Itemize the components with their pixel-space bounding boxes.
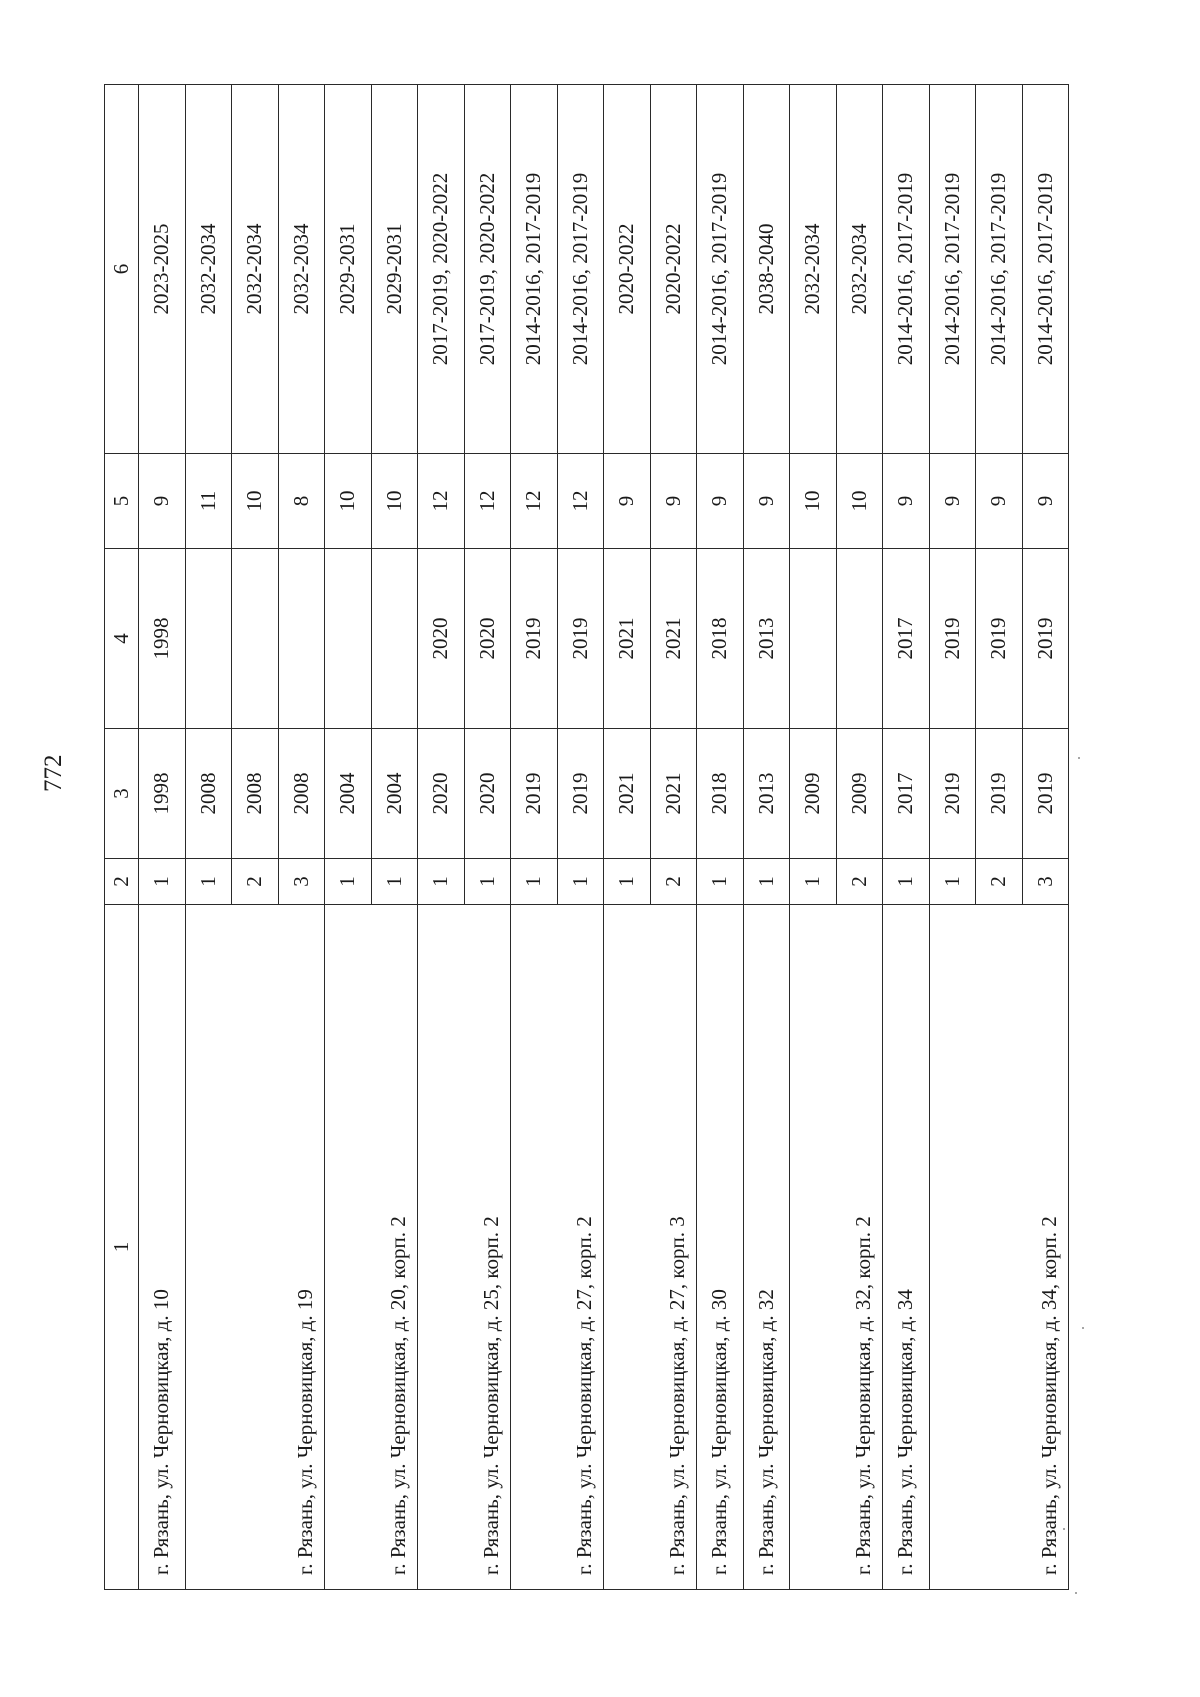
year-cell: 2018	[697, 549, 744, 729]
year-cell: 2019	[1022, 729, 1069, 859]
year-cell: 2021	[604, 549, 651, 729]
year-cell	[836, 549, 883, 729]
floors-cell: 11	[185, 454, 232, 549]
year-cell: 2017	[883, 549, 930, 729]
year-cell: 2008	[232, 729, 279, 859]
period-cell: 2014-2016, 2017-2019	[976, 85, 1023, 454]
period-cell: 2014-2016, 2017-2019	[557, 85, 604, 454]
year-cell: 1998	[139, 549, 186, 729]
entrance-cell: 3	[278, 859, 325, 905]
year-cell: 2004	[371, 729, 418, 859]
scan-speck	[1075, 1592, 1077, 1594]
year-cell	[278, 549, 325, 729]
year-cell: 2013	[743, 729, 790, 859]
floors-cell: 12	[418, 454, 465, 549]
address-cell: г. Рязань, ул. Черновицкая, д. 34	[883, 905, 930, 1590]
page-number: 772	[40, 754, 67, 792]
period-cell: 2017-2019, 2020-2022	[418, 85, 465, 454]
year-cell: 2020	[418, 729, 465, 859]
period-cell: 2014-2016, 2017-2019	[883, 85, 930, 454]
header-cell: 6	[105, 85, 139, 454]
period-cell: 2014-2016, 2017-2019	[511, 85, 558, 454]
year-cell: 2008	[185, 729, 232, 859]
year-cell: 2019	[976, 729, 1023, 859]
scan-speck	[1063, 1528, 1065, 1530]
period-cell: 2032-2034	[185, 85, 232, 454]
entrance-cell: 1	[883, 859, 930, 905]
period-cell: 2020-2022	[650, 85, 697, 454]
year-cell: 2019	[976, 549, 1023, 729]
floors-cell: 10	[836, 454, 883, 549]
year-cell: 2020	[464, 729, 511, 859]
address-cell: г. Рязань, ул. Черновицкая, д. 27, корп. 2	[511, 905, 604, 1590]
year-cell: 2009	[790, 729, 837, 859]
table-header-row	[105, 85, 139, 1590]
address-cell: г. Рязань, ул. Черновицкая, д. 10	[139, 905, 186, 1590]
entrance-cell: 1	[929, 859, 976, 905]
floors-cell: 10	[232, 454, 279, 549]
address-cell: г. Рязань, ул. Черновицкая, д. 27, корп. 3	[604, 905, 697, 1590]
year-cell	[232, 549, 279, 729]
year-cell: 2017	[883, 729, 930, 859]
year-cell: 2004	[325, 729, 372, 859]
period-cell: 2032-2034	[232, 85, 279, 454]
entrance-cell: 2	[836, 859, 883, 905]
table-row	[929, 85, 976, 1590]
year-cell: 2019	[929, 549, 976, 729]
period-cell: 2014-2016, 2017-2019	[697, 85, 744, 454]
floors-cell: 9	[976, 454, 1023, 549]
period-cell: 2017-2019, 2020-2022	[464, 85, 511, 454]
year-cell: 1998	[139, 729, 186, 859]
period-cell: 2023-2025	[139, 85, 186, 454]
table-row	[697, 85, 744, 1590]
year-cell: 2019	[511, 549, 558, 729]
year-cell: 2021	[650, 549, 697, 729]
address-cell: г. Рязань, ул. Черновицкая, д. 19	[185, 905, 325, 1590]
entrance-cell: 1	[557, 859, 604, 905]
year-cell	[371, 549, 418, 729]
scan-speck	[1082, 1327, 1084, 1329]
floors-cell: 10	[790, 454, 837, 549]
address-cell: г. Рязань, ул. Черновицкая, д. 30	[697, 905, 744, 1590]
table-row	[139, 85, 186, 1590]
floors-cell: 10	[325, 454, 372, 549]
year-cell: 2021	[650, 729, 697, 859]
floors-cell: 9	[883, 454, 930, 549]
year-cell: 2009	[836, 729, 883, 859]
scan-speck	[1078, 757, 1080, 759]
year-cell	[325, 549, 372, 729]
address-cell: г. Рязань, ул. Черновицкая, д. 34, корп. 2	[929, 905, 1069, 1590]
header-cell: 5	[105, 454, 139, 549]
period-cell: 2014-2016, 2017-2019	[929, 85, 976, 454]
period-cell: 2014-2016, 2017-2019	[1022, 85, 1069, 454]
floors-cell: 9	[1022, 454, 1069, 549]
period-cell: 2029-2031	[325, 85, 372, 454]
table-row	[325, 85, 372, 1590]
year-cell: 2020	[464, 549, 511, 729]
rotated-table-wrapper	[104, 85, 1069, 1590]
year-cell: 2019	[557, 549, 604, 729]
period-cell: 2029-2031	[371, 85, 418, 454]
table-row	[511, 85, 558, 1590]
floors-cell: 10	[371, 454, 418, 549]
address-cell: г. Рязань, ул. Черновицкая, д. 20, корп. 2	[325, 905, 418, 1590]
entrance-cell: 2	[232, 859, 279, 905]
year-cell	[185, 549, 232, 729]
entrance-cell: 2	[976, 859, 1023, 905]
table-row	[185, 85, 232, 1590]
floors-cell: 9	[697, 454, 744, 549]
floors-cell: 8	[278, 454, 325, 549]
table-row	[743, 85, 790, 1590]
table-row	[883, 85, 930, 1590]
entrance-cell: 1	[418, 859, 465, 905]
entrance-cell: 1	[697, 859, 744, 905]
year-cell: 2020	[418, 549, 465, 729]
year-cell	[790, 549, 837, 729]
year-cell: 2019	[557, 729, 604, 859]
entrance-cell: 1	[511, 859, 558, 905]
address-cell: г. Рязань, ул. Черновицкая, д. 25, корп. 2	[418, 905, 511, 1590]
housing-register-table	[104, 84, 1069, 1590]
entrance-cell: 1	[325, 859, 372, 905]
year-cell: 2019	[929, 729, 976, 859]
table-row	[418, 85, 465, 1590]
floors-cell: 12	[464, 454, 511, 549]
year-cell: 2019	[1022, 549, 1069, 729]
entrance-cell: 1	[185, 859, 232, 905]
entrance-cell: 2	[650, 859, 697, 905]
year-cell: 2021	[604, 729, 651, 859]
entrance-cell: 1	[790, 859, 837, 905]
header-cell: 4	[105, 549, 139, 729]
table-body	[105, 85, 1069, 1590]
entrance-cell: 1	[743, 859, 790, 905]
floors-cell: 12	[557, 454, 604, 549]
entrance-cell: 1	[139, 859, 186, 905]
table-row	[604, 85, 651, 1590]
entrance-cell: 1	[464, 859, 511, 905]
entrance-cell: 1	[371, 859, 418, 905]
address-cell: г. Рязань, ул. Черновицкая, д. 32	[743, 905, 790, 1590]
entrance-cell: 3	[1022, 859, 1069, 905]
address-cell: г. Рязань, ул. Черновицкая, д. 32, корп. 2	[790, 905, 883, 1590]
floors-cell: 9	[604, 454, 651, 549]
floors-cell: 9	[650, 454, 697, 549]
period-cell: 2032-2034	[836, 85, 883, 454]
floors-cell: 12	[511, 454, 558, 549]
period-cell: 2032-2034	[790, 85, 837, 454]
period-cell: 2038-2040	[743, 85, 790, 454]
period-cell: 2032-2034	[278, 85, 325, 454]
year-cell: 2013	[743, 549, 790, 729]
entrance-cell: 1	[604, 859, 651, 905]
header-cell: 3	[105, 729, 139, 859]
year-cell: 2018	[697, 729, 744, 859]
period-cell: 2020-2022	[604, 85, 651, 454]
floors-cell: 9	[929, 454, 976, 549]
header-cell: 2	[105, 859, 139, 905]
table-row	[790, 85, 837, 1590]
year-cell: 2008	[278, 729, 325, 859]
year-cell: 2019	[511, 729, 558, 859]
header-cell: 1	[105, 905, 139, 1590]
floors-cell: 9	[139, 454, 186, 549]
floors-cell: 9	[743, 454, 790, 549]
